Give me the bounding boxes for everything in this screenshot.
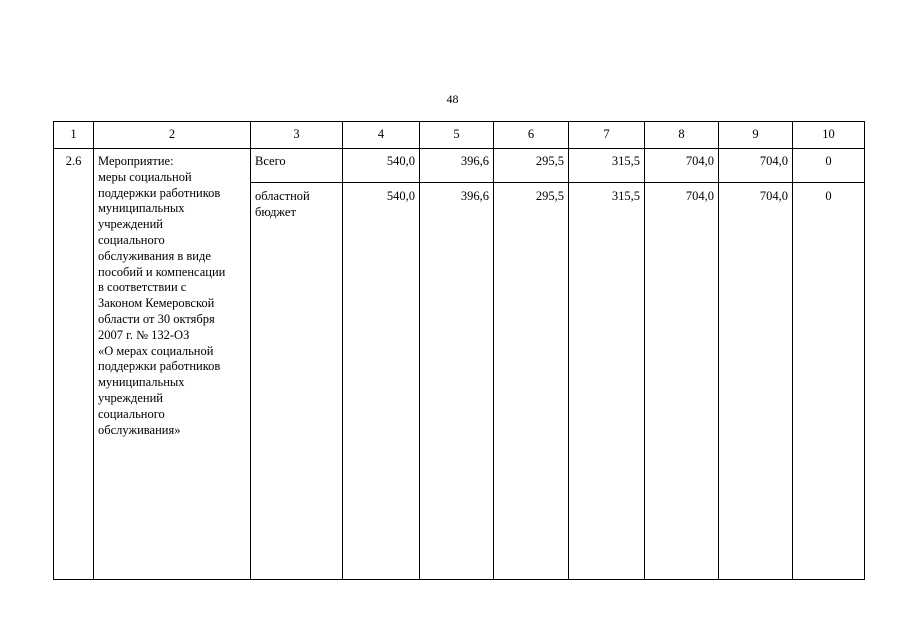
value-cell: 0 (793, 183, 865, 580)
description-line: области от 30 октября (98, 311, 215, 326)
value-cell: 0 (793, 149, 865, 183)
value-cell: 396,6 (420, 149, 494, 183)
value-cell: 396,6 (420, 183, 494, 580)
description-line: социального (98, 232, 165, 247)
value-cell: 704,0 (645, 183, 719, 580)
value-cell: 540,0 (343, 183, 420, 580)
page-number: 48 (446, 92, 459, 106)
header-cell: 6 (494, 122, 569, 149)
header-cell: 9 (719, 122, 793, 149)
description-line: поддержки работников (98, 359, 221, 374)
row-number: 2.6 (54, 149, 94, 580)
description-line: «О мерах социальной (98, 343, 214, 358)
header-cell: 8 (645, 122, 719, 149)
measure-description (94, 149, 251, 580)
header-row (54, 122, 865, 149)
description-line: учреждений (98, 217, 163, 232)
description-line: обслуживания» (98, 422, 181, 437)
description-line: социального (98, 406, 165, 421)
description-line: пособий и компенсации (98, 264, 226, 279)
description-line: Законом Кемеровской (98, 296, 215, 311)
funding-source-line: бюджет (255, 204, 296, 219)
budget-table (53, 121, 865, 580)
description-line: меры социальной (98, 169, 192, 184)
header-cell: 3 (251, 122, 343, 149)
funding-source-line: областной (255, 189, 310, 203)
header-cell: 5 (420, 122, 494, 149)
value-cell: 704,0 (719, 149, 793, 183)
funding-source-line: Всего (255, 154, 286, 168)
header-cell: 1 (54, 122, 94, 149)
value-cell: 540,0 (343, 149, 420, 183)
description-line: учреждений (98, 390, 163, 405)
description-line: обслуживания в виде (98, 248, 211, 263)
description-line: поддержки работников (98, 185, 221, 200)
description-line: Мероприятие: (98, 154, 174, 168)
description-line: муниципальных (98, 201, 185, 216)
funding-source (251, 183, 343, 580)
funding-source (251, 149, 343, 183)
value-cell: 295,5 (494, 149, 569, 183)
header-cell: 10 (793, 122, 865, 149)
value-cell: 315,5 (569, 149, 645, 183)
value-cell: 315,5 (569, 183, 645, 580)
table-row-total (54, 149, 865, 183)
value-cell: 704,0 (645, 149, 719, 183)
description-line: в соответствии с (98, 280, 187, 295)
description-line: 2007 г. № 132-ОЗ (98, 327, 190, 342)
value-cell: 295,5 (494, 183, 569, 580)
header-cell: 7 (569, 122, 645, 149)
header-cell: 4 (343, 122, 420, 149)
header-cell: 2 (94, 122, 251, 149)
description-line: муниципальных (98, 375, 185, 390)
value-cell: 704,0 (719, 183, 793, 580)
